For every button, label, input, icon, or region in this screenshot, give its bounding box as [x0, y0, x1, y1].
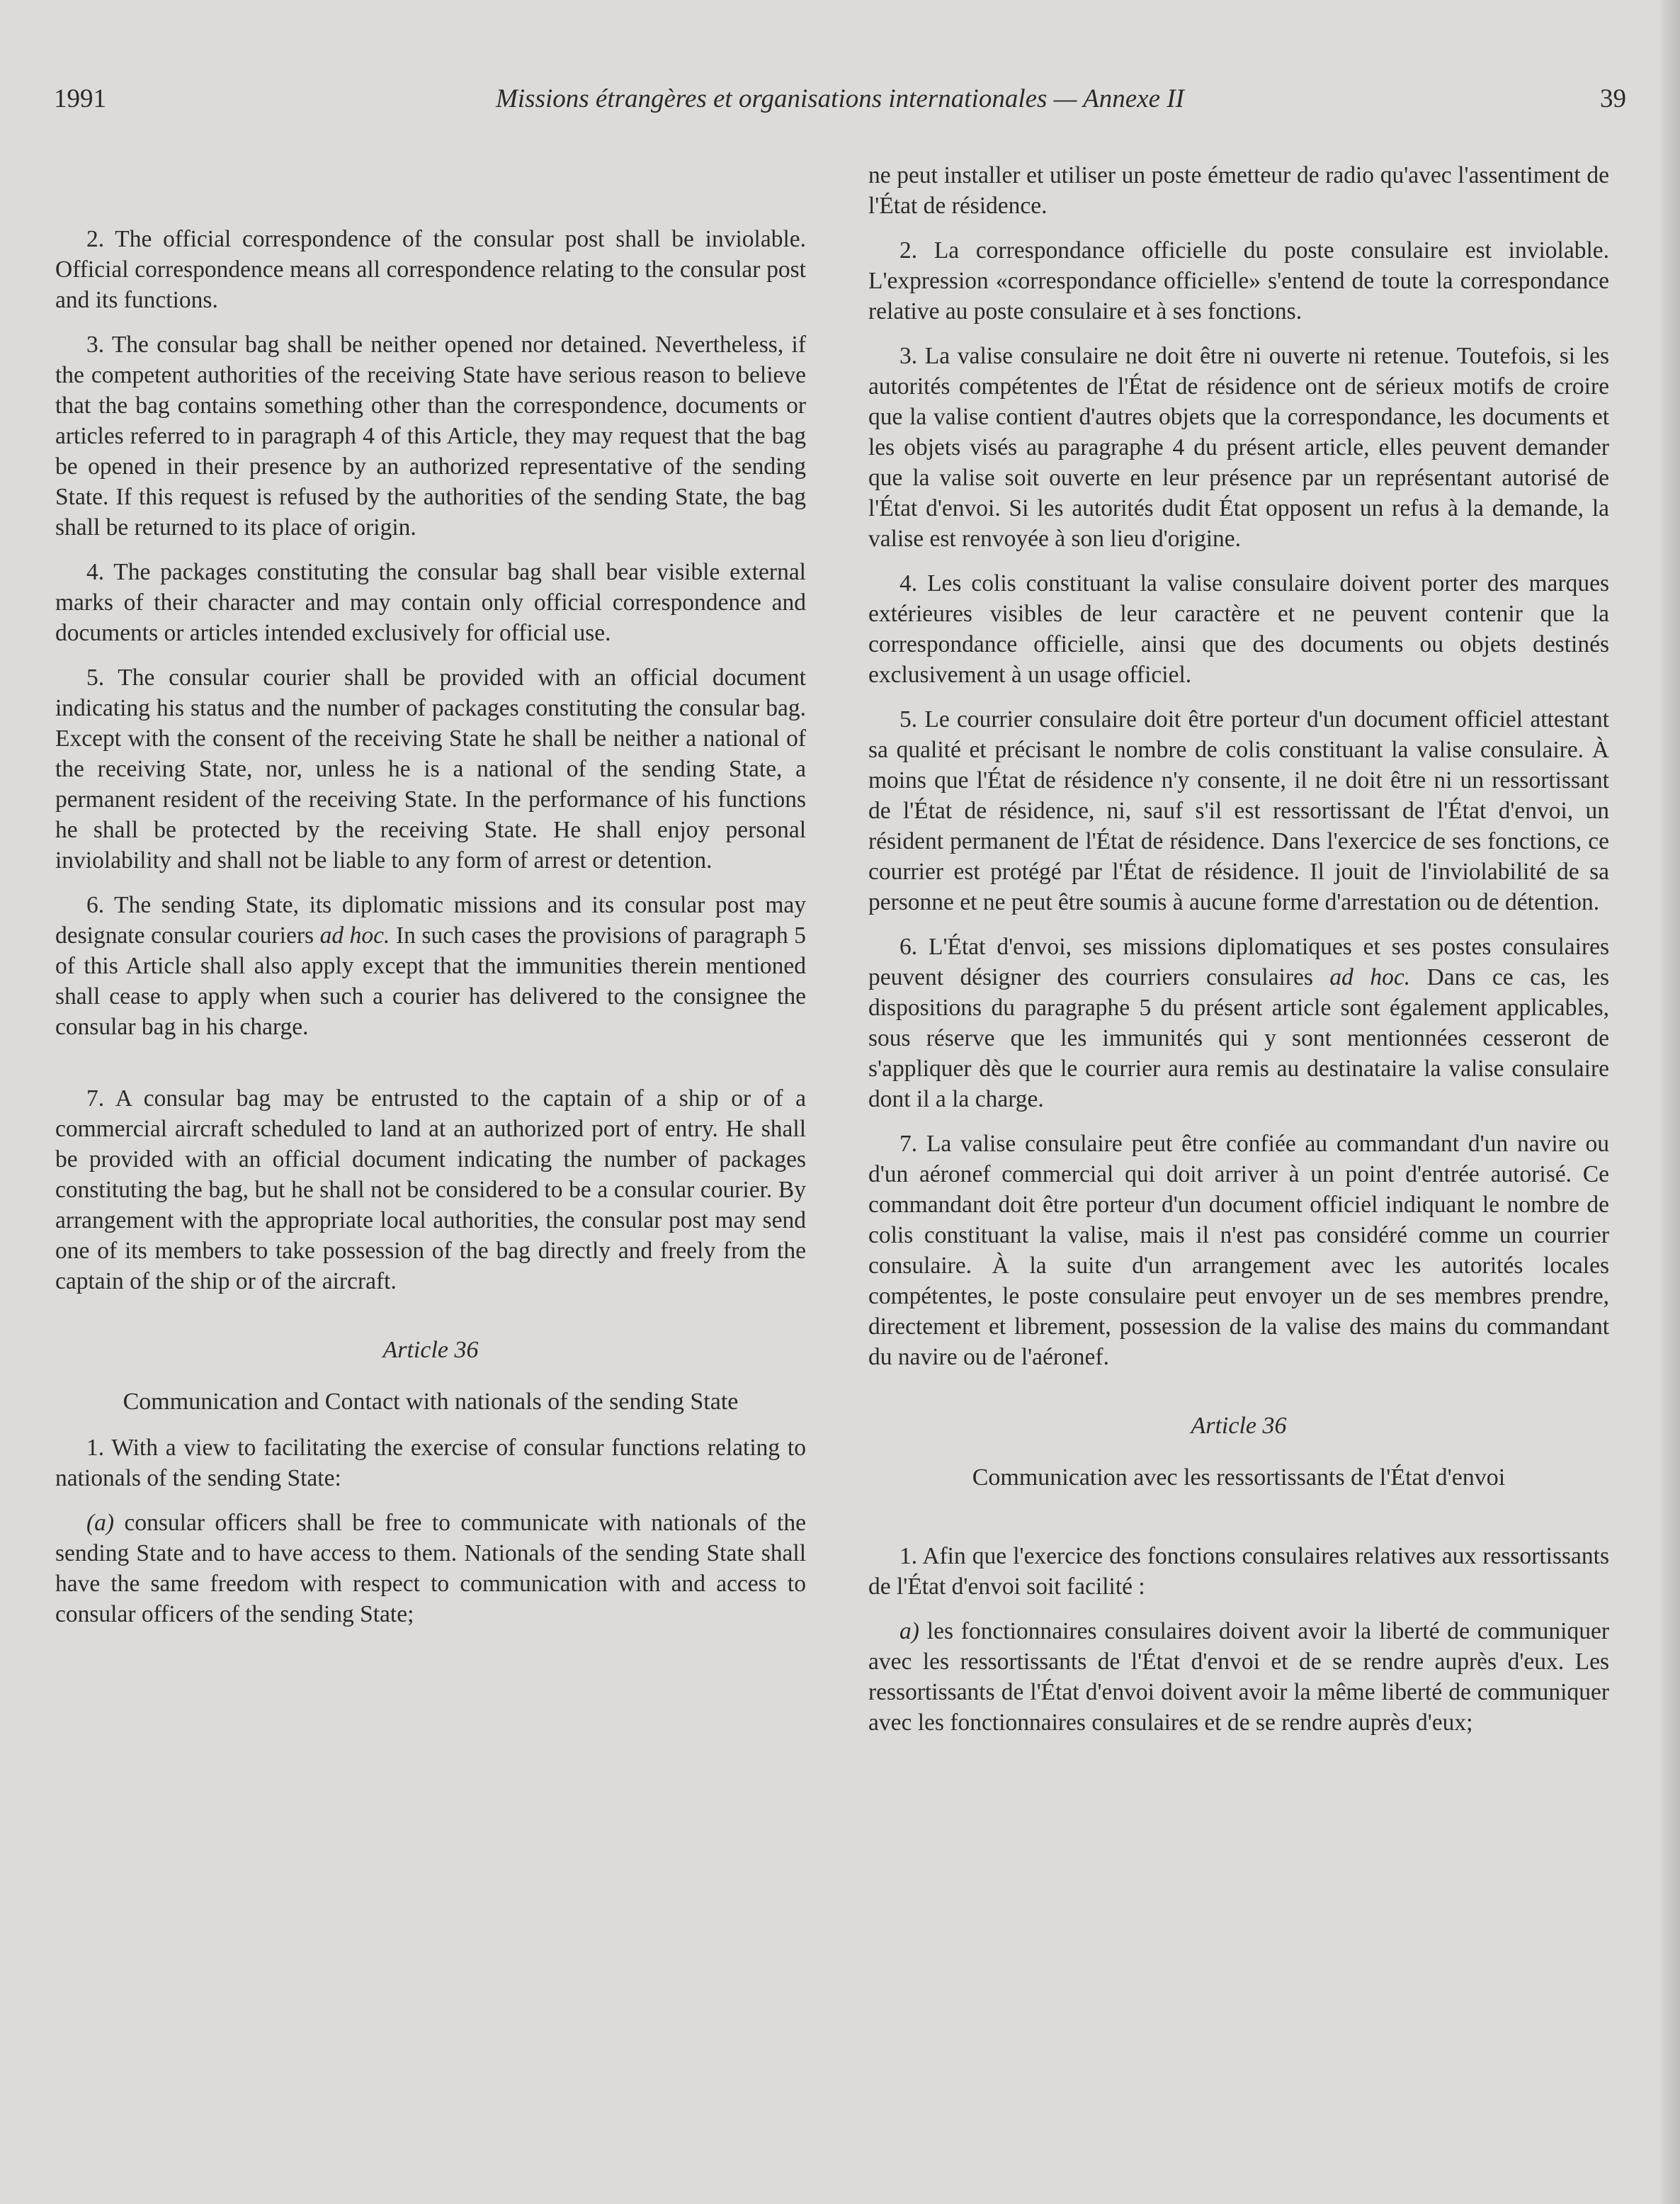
fr-item-a-label: a) [899, 1618, 919, 1644]
fr-paragraph-4: 4. Les colis constituant la valise consulaire doivent porter des marques extérieures visibles de leur caractère et ne peuvent contenir que la correspondance officielle, ainsi que des documents ou objets destinés exclusivement à un usage officiel. [868, 570, 1609, 688]
en-paragraph-3: 3. The consular bag shall be neither opened nor detained. Nevertheless, if the competent authorities of the receiving State have serious reason to believe that the bag contains something other than the correspondence, documents or articles referred to in paragraph 4 of this Article, they may request that the bag be opened in their presence by an authorized representative of the sending State. If this request is refused by the authorities of the sending State, the bag shall be returned to its place of origin. [55, 332, 806, 541]
header-year: 1991 [54, 84, 106, 113]
header-title: Missions étrangères et organisations internationales — Annexe II [496, 84, 1184, 113]
en-article-heading: Article 36 [382, 1337, 479, 1363]
en-article-title: Communication and Contact with nationals of the sending State [123, 1389, 739, 1415]
fr-paragraph-1-continued: ne peut installer et utiliser un poste émetteur de radio qu'avec l'assentiment de l'État de résidence. [868, 162, 1609, 219]
en-paragraph-5: 5. The consular courier shall be provided with an official document indicating his status and the number of packages constituting the consular bag. Except with the consent of the receiving State he shall be neither a national of the receiving State, nor, unless he is a national of the sending State, a permanent resident of the receiving State. In the performance of his functions he shall be protected by the receiving State. He shall enjoy personal inviolability and shall not be liable to any form of arrest or detention. [55, 665, 806, 874]
page-edge-shadow [1662, 0, 1680, 2204]
en-item-a-label: (a) [86, 1510, 115, 1536]
page-number: 39 [1600, 84, 1626, 113]
fr-item-a-text: les fonctionnaires consulaires doivent avoir la liberté de communiquer avec les ressortissants de l'État d'envoi et de se rendre auprès d'eux. Les ressortissants de l'État d'envoi doivent avoir la même liberté de communiquer avec les fonctionnaires consulaires et de se rendre auprès d'eux; [868, 1618, 1609, 1736]
en-article36-item-a [55, 1508, 806, 1629]
fr-p6-text-b: Dans ce cas, les dispositions du paragraphe 5 du présent article sont également applicables, sous réserve que les immunités qui y sont mentionnées cesseront de s'appliquer dès que le courrier aura remis au destinataire la valise consulaire dont il a la charge. [868, 964, 1609, 1112]
fr-paragraph-2: 2. La correspondance officielle du poste consulaire est inviolable. L'expression «correspondance officielle» s'entend de toute la correspondance relative au poste consulaire et à ses fonctions. [868, 237, 1609, 324]
en-paragraph-7: 7. A consular bag may be entrusted to the captain of a ship or of a commercial aircraft scheduled to land at an authorized port of entry. He shall be provided with an official document indicating the number of packages constituting the bag, but he shall not be considered to be a consular courier. By arrangement with the appropriate local authorities, the consular post may send one of its members to take possession of the bag directly and freely from the captain of the ship or of the aircraft. [55, 1085, 806, 1294]
english-column [55, 160, 806, 1644]
en-paragraph-6 [55, 890, 806, 1042]
french-column [868, 160, 1609, 1752]
en-item-a-text: consular officers shall be free to communicate with nationals of the sending State and to have access to them. Nationals of the sending State shall have the same freedom with respect to communication with and access to consular officers of the sending State; [55, 1510, 806, 1627]
en-paragraph-2: 2. The official correspondence of the consular post shall be inviolable. Official correspondence means all correspondence relating to the consular post and its functions. [55, 226, 806, 313]
fr-paragraph-6 [868, 932, 1609, 1114]
fr-article36-item-a [868, 1616, 1609, 1738]
en-paragraph-4: 4. The packages constituting the consular bag shall bear visible external marks of their character and may contain only official correspondence and documents or articles intended exclusively for official use. [55, 559, 806, 646]
fr-article36-paragraph-1: 1. Afin que l'exercice des fonctions consulaires relatives aux ressortissants de l'État d'envoi soit facilité : [868, 1543, 1609, 1600]
fr-article-heading: Article 36 [1191, 1413, 1287, 1439]
fr-paragraph-7: 7. La valise consulaire peut être confiée au commandant d'un navire ou d'un aéronef commercial qui doit arriver à un point d'entrée autorisé. Ce commandant doit être porteur d'un document officiel indiquant le nombre de colis constituant la valise, mais il n'est pas considéré comme un courrier consulaire. À la suite d'un arrangement avec les autorités locales compétentes, le poste consulaire peut envoyer un de ses membres prendre, directement et librement, possession de la valise des mains du commandant du navire ou de l'aéronef. [868, 1131, 1609, 1370]
fr-paragraph-5: 5. Le courrier consulaire doit être porteur d'un document officiel attestant sa qualité et précisant le nombre de colis constituant la valise consulaire. À moins que l'État de résidence n'y consente, il ne doit être ni un ressortissant de l'État de résidence, ni, sauf s'il est ressortissant de l'État d'envoi, un résident permanent de l'État de résidence. Dans l'exercice de ses fonctions, ce courrier est protégé par l'État de résidence. Il jouit de l'inviolabilité de sa personne et ne peut être soumis à aucune forme d'arrestation ou de détention. [868, 706, 1609, 915]
running-header [54, 84, 1626, 126]
en-article36-paragraph-1: 1. With a view to facilitating the exercise of consular functions relating to nationals of the sending State: [55, 1435, 806, 1491]
en-p6-emphasis: ad hoc. [319, 922, 390, 949]
en-p6-text-a: 6. The sending State, its diplomatic missions and its consular post may designate consular couriers [55, 892, 806, 949]
fr-p6-text-a: 6. L'État d'envoi, ses missions diplomatiques et ses postes consulaires peuvent désigner des courriers consulaires [868, 934, 1609, 990]
fr-article-title: Communication avec les ressortissants de l'État d'envoi [972, 1464, 1506, 1491]
fr-paragraph-3: 3. La valise consulaire ne doit être ni ouverte ni retenue. Toutefois, si les autorités compétentes de l'État de résidence ont de sérieux motifs de croire que la valise contient d'autres objets que la correspondance, les documents et les objets visés au paragraphe 4 du présent article, elles peuvent demander que la valise soit ouverte en leur présence par un représentant autorisé de l'État d'envoi. Si les autorités dudit État opposent un refus à la demande, la valise est renvoyée à son lieu d'origine. [868, 343, 1609, 552]
en-p6-text-b: In such cases the provisions of paragraph 5 of this Article shall also apply except that the immunities therein mentioned shall cease to apply when such a courier has delivered to the consignee the consular bag in his charge. [55, 922, 807, 1040]
fr-p6-emphasis: ad hoc. [1329, 964, 1411, 990]
